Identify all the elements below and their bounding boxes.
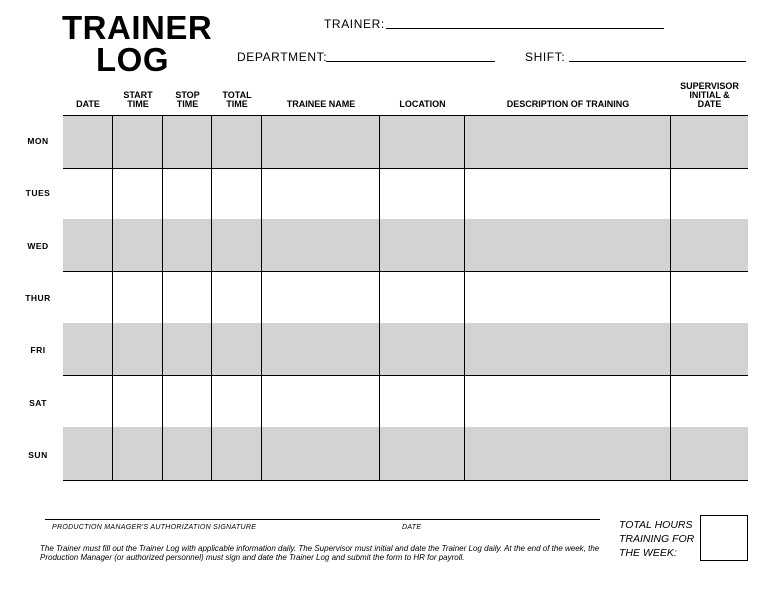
day-label-fri: FRI bbox=[30, 345, 46, 355]
signature-line[interactable] bbox=[45, 519, 600, 520]
date-label: DATE bbox=[402, 524, 422, 531]
table-row-fri[interactable] bbox=[63, 323, 748, 376]
column-divider bbox=[162, 115, 163, 481]
col-header-start-time: START TIME bbox=[123, 90, 153, 109]
day-label-tues: TUES bbox=[25, 188, 51, 198]
shift-label: SHIFT: bbox=[525, 50, 566, 64]
table-row-wed[interactable] bbox=[63, 219, 748, 272]
table-row-mon[interactable] bbox=[63, 115, 748, 169]
trainer-field[interactable] bbox=[386, 28, 664, 29]
column-divider bbox=[112, 115, 113, 481]
col-header-trainee-name: TRAINEE NAME bbox=[286, 99, 356, 109]
department-label: DEPARTMENT: bbox=[237, 50, 328, 64]
col-header-date: DATE bbox=[76, 99, 100, 109]
col-header-stop-time: STOP TIME bbox=[175, 90, 200, 109]
col-header-supervisor: SUPERVISOR INITIAL & DATE bbox=[680, 81, 739, 109]
table-row-sat[interactable] bbox=[63, 375, 748, 428]
total-hours-box[interactable] bbox=[700, 515, 748, 561]
day-label-sun: SUN bbox=[28, 450, 48, 460]
table-row-sun[interactable] bbox=[63, 427, 748, 481]
department-field[interactable] bbox=[326, 61, 495, 62]
day-label-sat: SAT bbox=[29, 398, 47, 408]
column-divider bbox=[464, 115, 465, 481]
col-header-location: LOCATION bbox=[399, 99, 446, 109]
instructions-text: The Trainer must fill out the Trainer Log with applicable information daily. The Supervisor must initial and date the Trainer Log daily. At the end of the week, the Production Manager (or authorized personnel) must sign and date the Trainer Log and submit the form to HR for payroll. bbox=[40, 544, 600, 562]
col-header-total-time: TOTAL TIME bbox=[222, 90, 252, 109]
shift-field[interactable] bbox=[569, 61, 746, 62]
table-row-tues[interactable] bbox=[63, 167, 748, 220]
table-row-thur[interactable] bbox=[63, 271, 748, 324]
col-header-description: DESCRIPTION OF TRAINING bbox=[506, 99, 630, 109]
title-line-1: TRAINER bbox=[62, 9, 213, 46]
day-label-thur: THUR bbox=[25, 293, 51, 303]
column-divider bbox=[379, 115, 380, 481]
column-divider bbox=[211, 115, 212, 481]
day-label-mon: MON bbox=[27, 136, 49, 146]
total-hours-label: TOTAL HOURS TRAINING FOR THE WEEK: bbox=[619, 519, 695, 559]
title-line-2: LOG bbox=[96, 41, 169, 78]
signature-label: PRODUCTION MANAGER'S AUTHORIZATION SIGNATURE bbox=[52, 524, 257, 531]
column-divider bbox=[670, 115, 671, 481]
column-divider bbox=[261, 115, 262, 481]
trainer-label: TRAINER: bbox=[324, 17, 385, 31]
trainer-log-table bbox=[63, 115, 748, 481]
day-label-wed: WED bbox=[27, 241, 49, 251]
